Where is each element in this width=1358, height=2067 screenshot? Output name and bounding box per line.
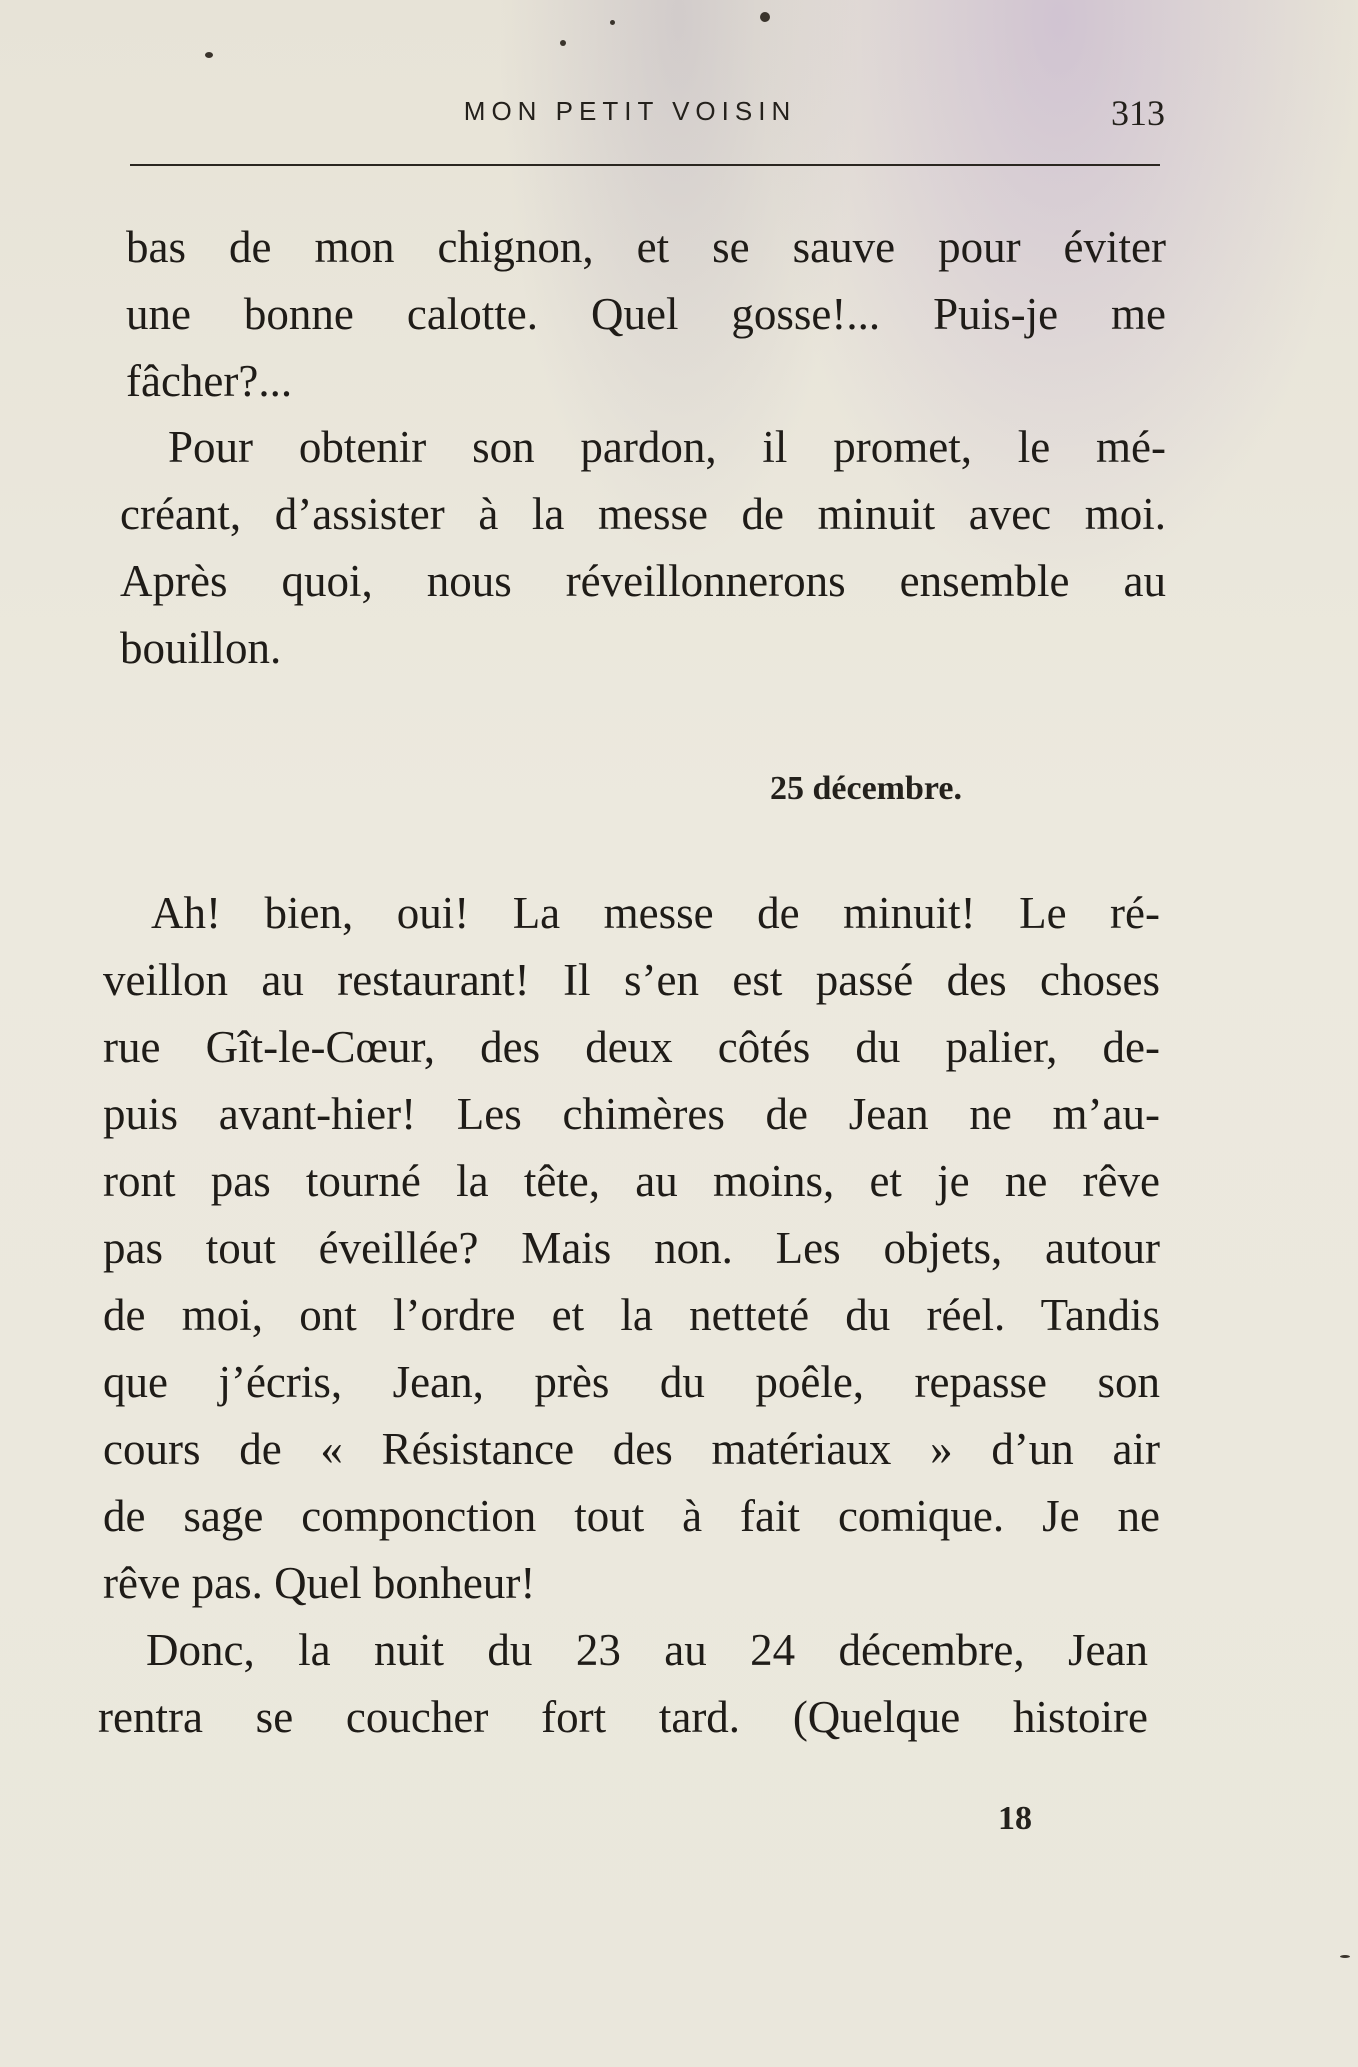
- text-line: Après quoi, nous réveillonnerons ensemble au: [120, 556, 1166, 606]
- header-rule: [130, 164, 1160, 166]
- signature-mark: 18: [998, 1800, 1032, 1837]
- ink-speck: [205, 52, 213, 58]
- running-head: [130, 92, 1165, 132]
- paragraph-1: [126, 214, 1166, 415]
- text-line: Pour obtenir son pardon, il promet, le mé-: [168, 422, 1166, 472]
- text-line: de sage componction tout à fait comique. Je ne: [103, 1491, 1160, 1541]
- ink-speck: [610, 20, 615, 25]
- text-line: veillon au restaurant! Il s’en est passé des choses: [103, 955, 1160, 1005]
- text-line: une bonne calotte. Quel gosse!... Puis-je me: [126, 289, 1166, 339]
- text-line: rentra se coucher fort tard. (Quelque histoire: [98, 1692, 1148, 1742]
- text-line: ront pas tourné la tête, au moins, et je ne rêve: [103, 1156, 1160, 1206]
- paragraph-3: [103, 880, 1160, 1617]
- text-line: rue Gît-le-Cœur, des deux côtés du palier, de-: [103, 1022, 1160, 1072]
- text-line: puis avant-hier! Les chimères de Jean ne m’au-: [103, 1089, 1160, 1139]
- date-heading: 25 décembre.: [770, 770, 962, 807]
- text-line: pas tout éveillée? Mais non. Les objets, autour: [103, 1223, 1160, 1273]
- text-line: fâcher?...: [126, 356, 293, 406]
- paragraph-2: [120, 414, 1166, 682]
- text-line: Ah! bien, oui! La messe de minuit! Le ré-: [151, 888, 1160, 938]
- paragraph-4: [98, 1617, 1148, 1751]
- running-title: MON PETIT VOISIN: [463, 96, 797, 126]
- text-line: de moi, ont l’ordre et la netteté du réel. Tandis: [103, 1290, 1160, 1340]
- text-line: que j’écris, Jean, près du poêle, repasse son: [103, 1357, 1160, 1407]
- ink-speck: [1340, 1955, 1350, 1958]
- ink-speck: [760, 12, 770, 22]
- ink-speck: [560, 40, 566, 46]
- text-line: créant, d’assister à la messe de minuit avec moi.: [120, 489, 1166, 539]
- text-line: rêve pas. Quel bonheur!: [103, 1558, 536, 1608]
- text-line: bouillon.: [120, 623, 282, 673]
- text-line: Donc, la nuit du 23 au 24 décembre, Jean: [146, 1625, 1148, 1675]
- text-line: cours de « Résistance des matériaux » d’un air: [103, 1424, 1160, 1474]
- text-line: bas de mon chignon, et se sauve pour éviter: [126, 222, 1166, 272]
- page-number: 313: [1111, 93, 1165, 133]
